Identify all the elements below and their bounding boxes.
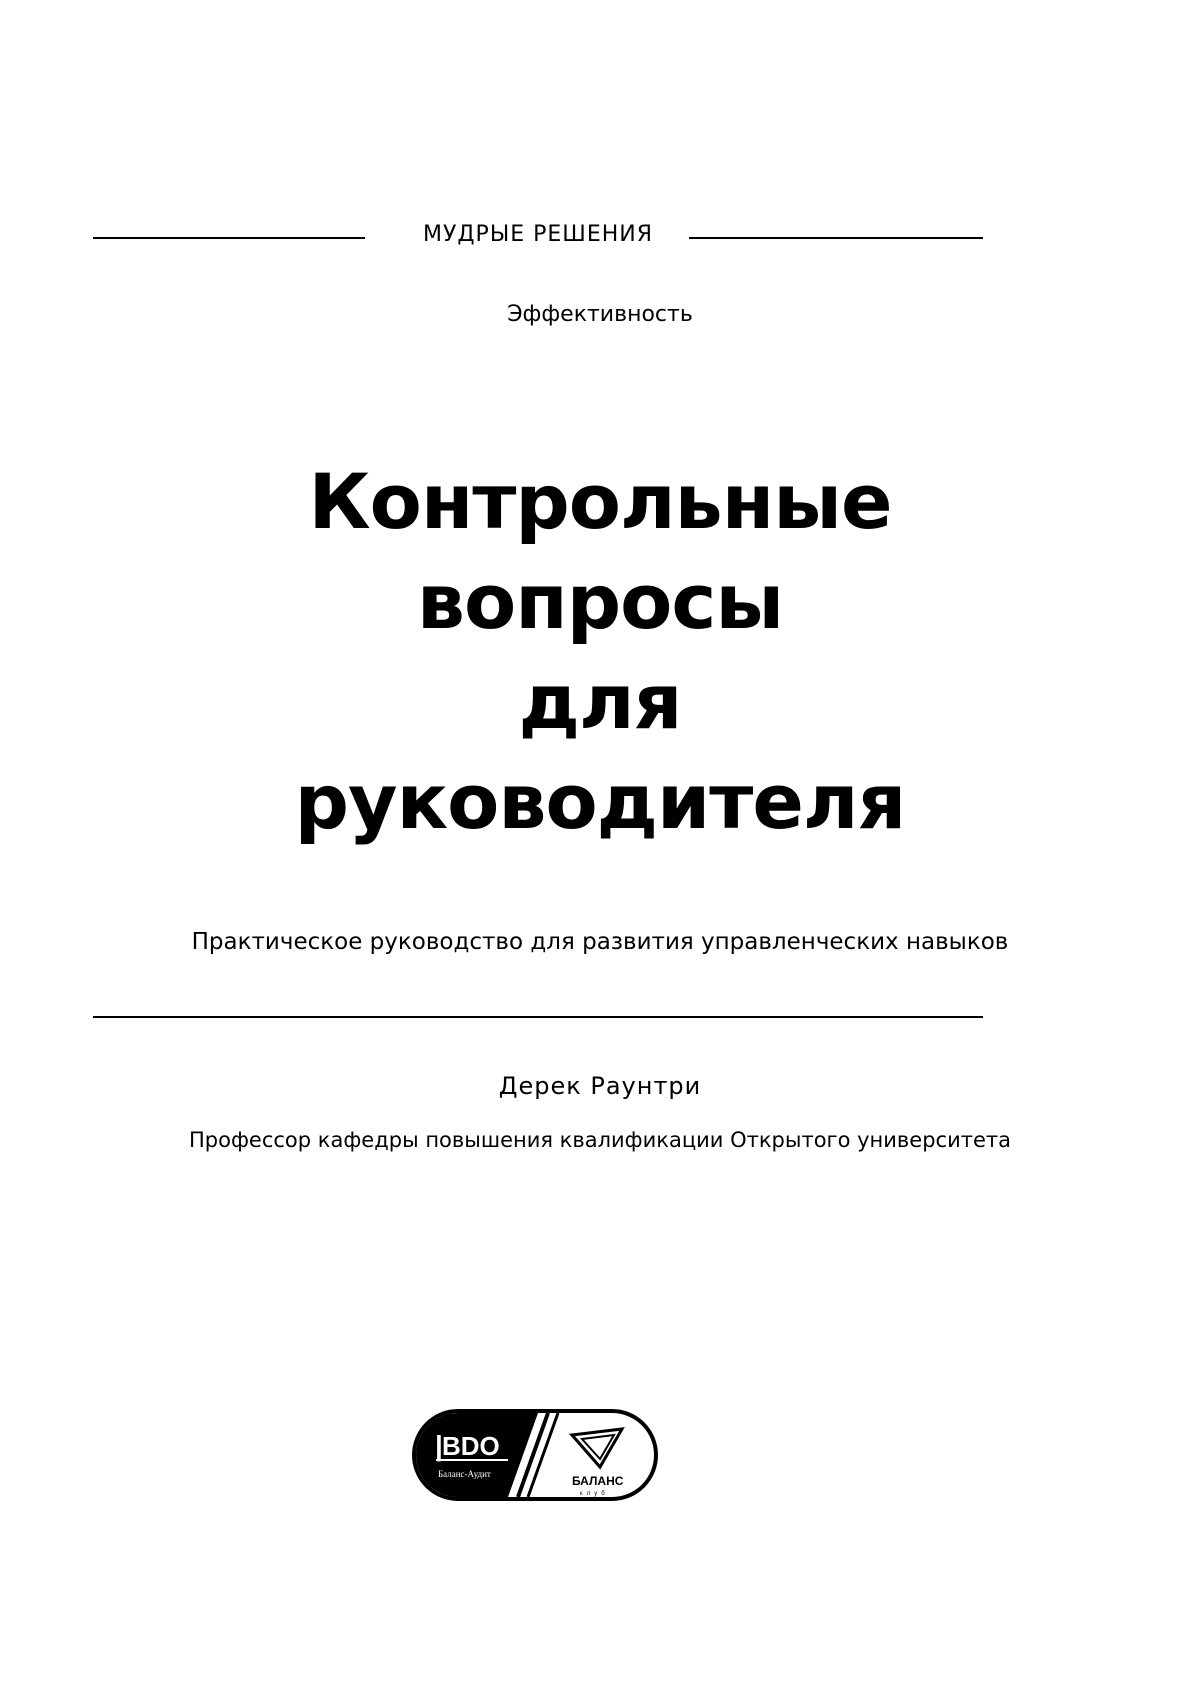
author-name: Дерек Раунтри (498, 1072, 702, 1100)
svg-text:|: | (435, 1430, 443, 1461)
subseries-label: Эффективность (507, 302, 693, 327)
logo-bdo-caption: Баланс-Аудит (438, 1469, 491, 1479)
series-label: МУДРЫЕ РЕШЕНИЯ (422, 222, 654, 247)
series-rule-right (689, 237, 983, 239)
author-position: Профессор кафедры повышения квалификации Открытого университета (189, 1128, 1011, 1152)
publisher-logo (412, 1405, 660, 1505)
logo-balans-caption: клуб (580, 1491, 609, 1497)
book-title-line: Контрольные (308, 457, 892, 546)
book-title (0, 452, 1200, 852)
publisher-logo-icon (412, 1405, 660, 1505)
series-header (93, 222, 983, 254)
logo-bdo-text: BDO (442, 1431, 500, 1461)
book-title-line: руководителя (294, 757, 906, 846)
book-title-line: вопросы (416, 557, 784, 646)
logo-balans-text: БАЛАНС (572, 1474, 624, 1488)
section-divider (93, 1016, 983, 1018)
book-title-line: для (518, 657, 682, 746)
book-subtitle: Практическое руководство для развития управленческих навыков (191, 929, 1009, 955)
